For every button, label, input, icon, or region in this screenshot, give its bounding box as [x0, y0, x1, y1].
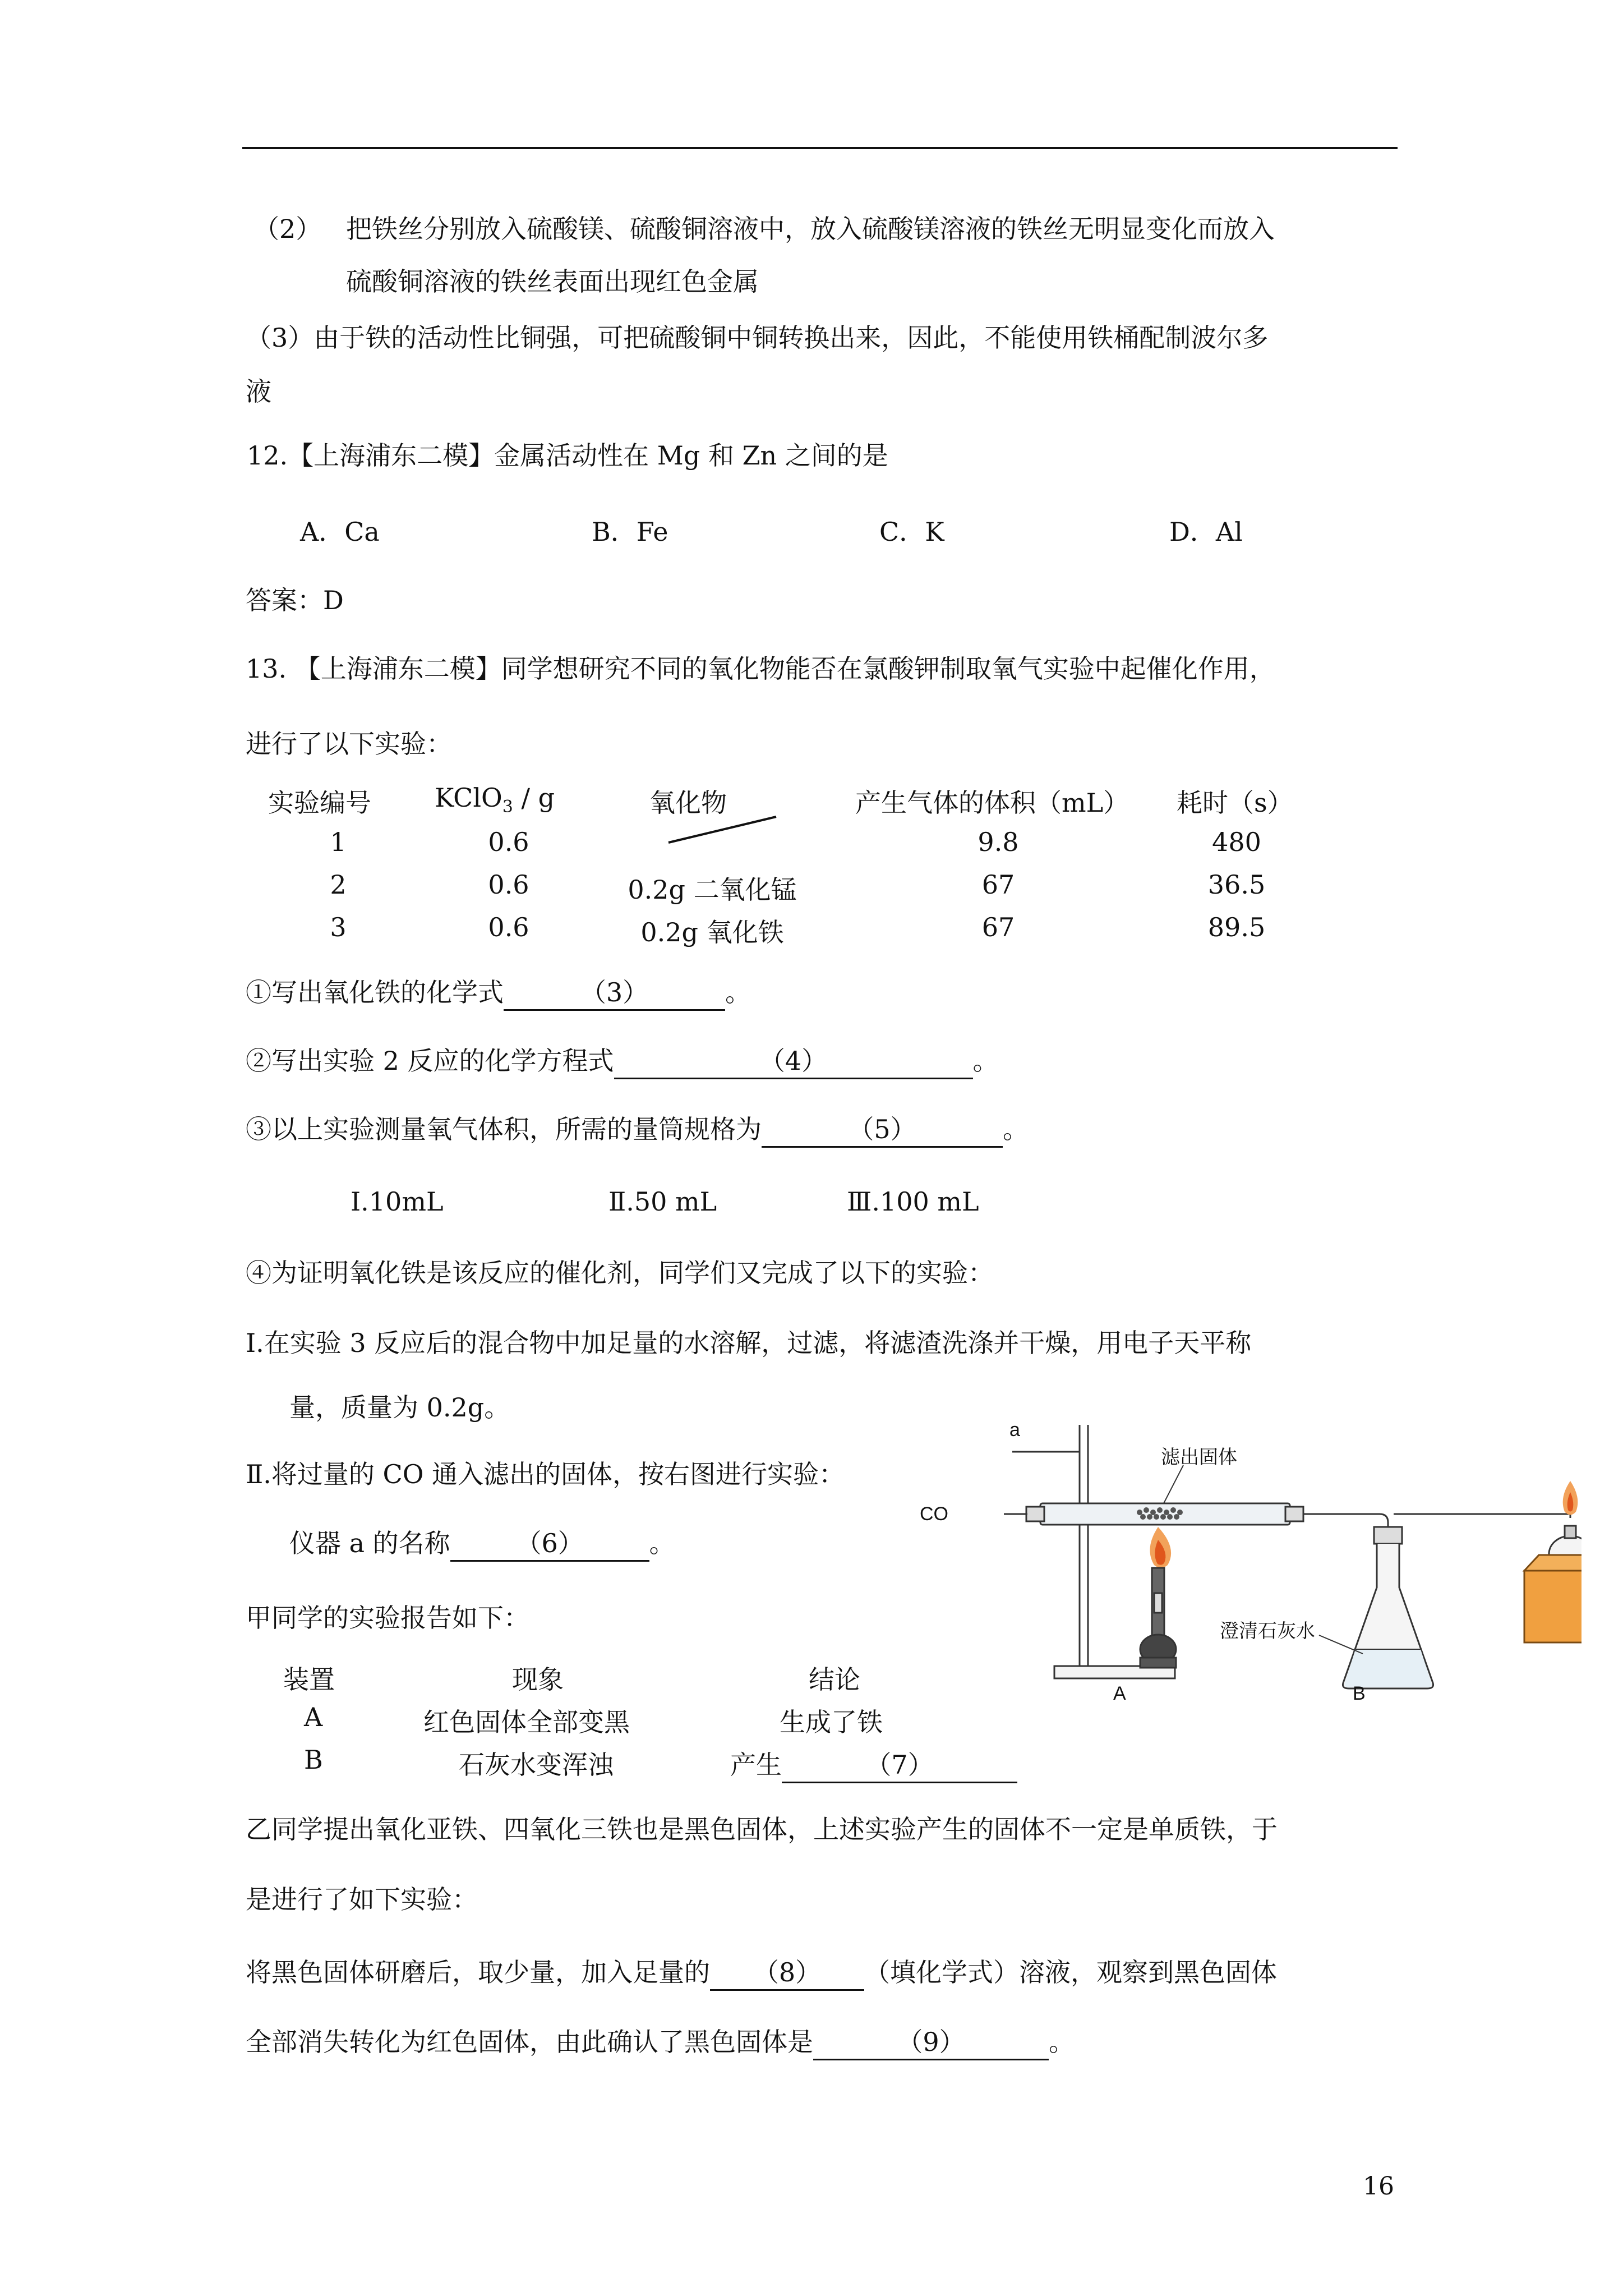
blank-8[interactable]: （8）: [710, 1952, 864, 1991]
alcohol-lamp-flame: [1563, 1481, 1578, 1515]
table-cell-r3-volume: 67: [981, 912, 1015, 942]
report-row1-device: A: [304, 1702, 323, 1732]
item3: ③以上实验测量氧气体积，所需的量筒规格为 （5） 。: [246, 1109, 1029, 1148]
combustion-tube: [1004, 1503, 1380, 1525]
q11-part2-line1: 把铁丝分别放入硫酸镁、硫酸铜溶液中，放入硫酸镁溶液的铁丝无明显变化而放入: [346, 214, 1275, 244]
q12-option-b: B．Fe: [592, 517, 668, 547]
cylinder-option-1: Ⅰ.10mL: [351, 1186, 444, 1217]
report-header-phenomenon: 现象: [512, 1664, 564, 1695]
label-A: A: [1113, 1683, 1126, 1704]
label-a: a: [1009, 1419, 1020, 1441]
lamp-stand: [1524, 1555, 1581, 1642]
q12-answer: 答案：D: [246, 585, 344, 615]
q12-option-c: C．K: [879, 517, 944, 547]
page-number: 16: [1363, 2172, 1394, 2201]
q11-part2-label: （2）: [253, 214, 322, 244]
table-cell-r1-volume: 9.8: [978, 827, 1019, 857]
table-cell-r1-time: 480: [1212, 827, 1261, 857]
report-row2-phenomenon: 石灰水变浑浊: [459, 1750, 614, 1780]
step1-line2: 量，质量为 0.2g。: [289, 1392, 510, 1423]
blank-7[interactable]: （7）: [782, 1745, 1017, 1783]
header-rule: [242, 147, 1398, 149]
table-cell-r1-oxide-slash: [666, 815, 778, 846]
table-cell-r1-id: 1: [330, 827, 347, 857]
q13-stem-line2: 进行了以下实验：: [246, 729, 452, 759]
q13-stem-line1: 13. 【上海浦东二模】同学想研究不同的氧化物能否在氯酸钾制取氧气实验中起催化作用，: [246, 654, 1275, 684]
grind-line: 将黑色固体研磨后，取少量，加入足量的 （8） （填化学式）溶液，观察到黑色固体: [246, 1952, 1277, 1991]
cylinder-option-3: Ⅲ.100 mL: [847, 1186, 979, 1217]
apparatus-diagram: [920, 1402, 1581, 1705]
report-row2-device: B: [304, 1745, 323, 1775]
blank-4[interactable]: （4）: [614, 1041, 973, 1079]
table-cell-r2-time: 36.5: [1207, 869, 1266, 900]
table-cell-r2-oxide: 0.2g 二氧化锰: [628, 875, 797, 905]
cylinder-option-2: Ⅱ.50 mL: [608, 1186, 717, 1217]
apparatus-figure: [920, 1402, 1581, 1705]
blank-9[interactable]: （9）: [813, 2022, 1049, 2060]
label-co: CO: [920, 1503, 948, 1525]
yi-line2: 是进行了如下实验：: [246, 1884, 478, 1915]
q11-part3-line2: 液: [246, 376, 271, 407]
step1-line1: Ⅰ.在实验 3 反应后的混合物中加足量的水溶解，过滤，将滤渣洗涤并干燥，用电子天平称: [246, 1328, 1252, 1358]
table-cell-r2-volume: 67: [981, 869, 1015, 900]
step2: Ⅱ.将过量的 CO 通入滤出的固体，按右图进行实验：: [246, 1459, 845, 1489]
instrument-line: 仪器 a 的名称 （6） 。: [289, 1523, 675, 1562]
blank-3[interactable]: （3）: [504, 972, 725, 1011]
item1: ①写出氧化铁的化学式 （3） 。: [246, 972, 751, 1011]
table-cell-r2-mass: 0.6: [488, 869, 529, 900]
report-intro: 甲同学的实验报告如下：: [246, 1603, 529, 1633]
table-header-id: 实验编号: [268, 788, 371, 818]
blank-5[interactable]: （5）: [762, 1109, 1003, 1148]
q12-stem: 12.【上海浦东二模】金属活动性在 Mg 和 Zn 之间的是: [247, 440, 888, 471]
table-cell-r3-id: 3: [330, 912, 347, 942]
report-header-conclusion: 结论: [809, 1664, 860, 1695]
yi-line1: 乙同学提出氧化亚铁、四氧化三铁也是黑色固体，上述实验产生的固体不一定是单质铁，于: [246, 1814, 1278, 1844]
blank-6[interactable]: （6）: [450, 1523, 649, 1562]
label-limewater: 澄清石灰水: [1220, 1621, 1315, 1642]
table-header-oxide: 氧化物: [649, 788, 727, 818]
conical-flask: [1343, 1527, 1433, 1688]
q11-part2-line2: 硫酸铜溶液的铁丝表面出现红色金属: [346, 266, 759, 297]
burner-flame: [1150, 1527, 1171, 1568]
table-cell-r3-mass: 0.6: [488, 912, 529, 942]
label-filtered-solid: 滤出固体: [1161, 1447, 1237, 1468]
q12-option-a: A．Ca: [300, 517, 380, 547]
q11-part3-line1: （3）由于铁的活动性比铜强，可把硫酸铜中铜转换出来，因此，不能使用铁桶配制波尔多: [246, 323, 1269, 353]
report-row2-conclusion: 产生 （7）: [730, 1745, 1017, 1783]
table-cell-r2-id: 2: [330, 869, 347, 900]
label-B: B: [1353, 1683, 1366, 1704]
table-cell-r3-time: 89.5: [1207, 912, 1266, 942]
table-header-volume: 产生气体的体积（mL）: [855, 788, 1129, 818]
table-cell-r1-mass: 0.6: [488, 827, 529, 857]
report-row1-phenomenon: 红色固体全部变黑: [423, 1707, 630, 1737]
final-line: 全部消失转化为红色固体，由此确认了黑色固体是 （9） 。: [246, 2022, 1075, 2060]
table-header-kclo3: KClO$_3$ / g: [435, 783, 555, 817]
table-header-time: 耗时（s）: [1177, 788, 1293, 818]
item4: ④为证明氧化铁是该反应的催化剂，同学们又完成了以下的实验：: [246, 1258, 994, 1288]
q12-option-d: D．Al: [1169, 517, 1243, 547]
report-header-device: 装置: [283, 1664, 335, 1695]
report-row1-conclusion: 生成了铁: [780, 1707, 883, 1737]
item2: ②写出实验 2 反应的化学方程式 （4） 。: [246, 1041, 999, 1079]
table-cell-r3-oxide: 0.2g 氧化铁: [640, 917, 784, 947]
gas-burner: [1140, 1568, 1176, 1668]
